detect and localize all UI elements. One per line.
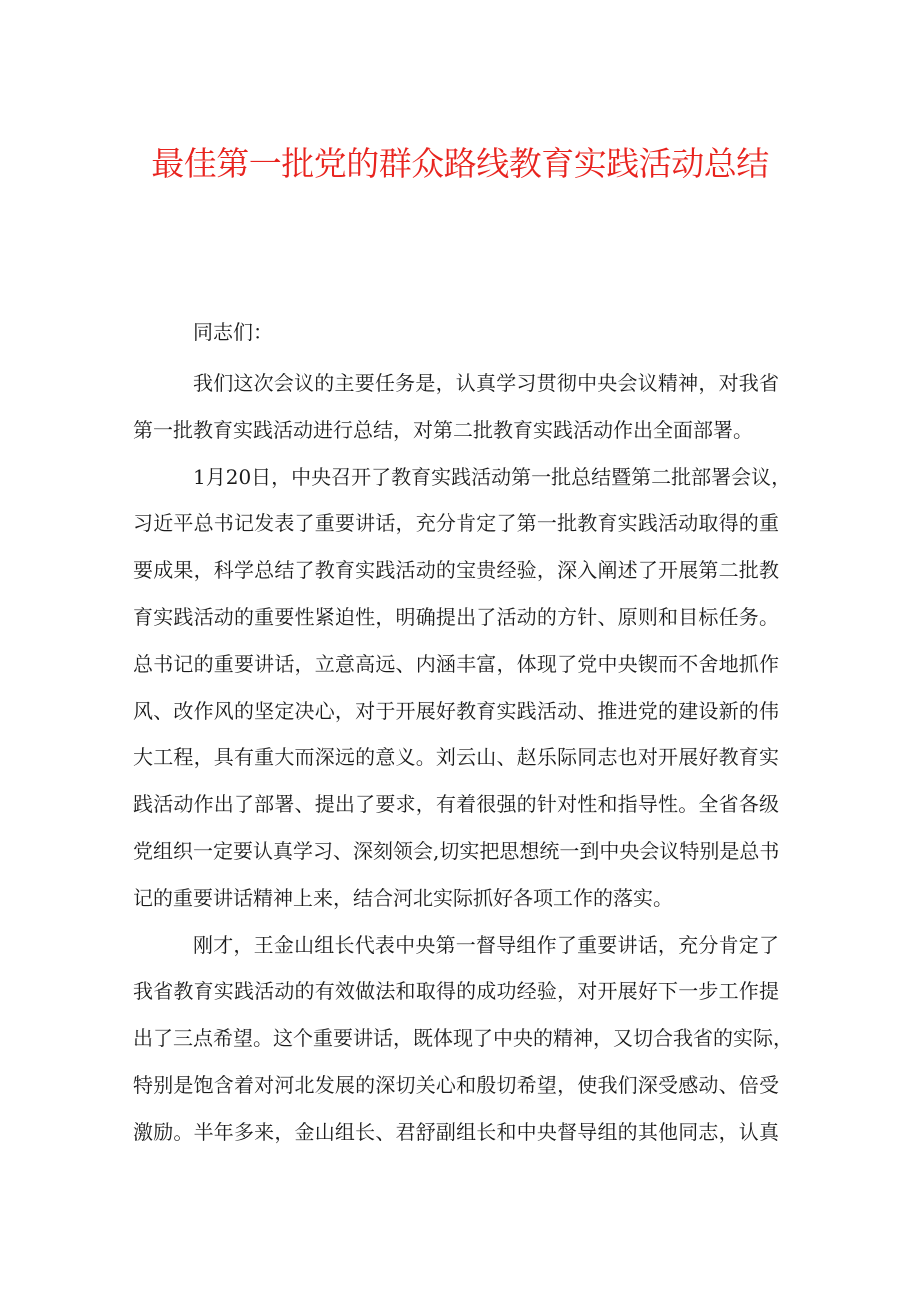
- paragraph-1: [133, 360, 779, 454]
- paragraph-line: 激励。半年多来，金山组长、君舒副组长和中央督导组的其他同志，认真: [133, 1119, 779, 1144]
- paragraph-line: 我省教育实践活动的有效做法和取得的成功经验，对开展好下一步工作提: [133, 979, 779, 1004]
- paragraph-line: 大工程，具有重大而深远的意义。刘云山、赵乐际同志也对开展好教育实: [133, 745, 779, 770]
- paragraph-line: 我们这次会议的主要任务是，认真学习贯彻中央会议精神，对我省: [193, 371, 779, 395]
- paragraph-line: 1月20日，中央召开了教育实践活动第一批总结暨第二批部署会议，: [193, 464, 792, 489]
- paragraph-line: 要成果，科学总结了教育实践活动的宝贵经验，深入阐述了开展第二批教: [133, 558, 779, 583]
- paragraph-line: 特别是饱含着对河北发展的深切关心和殷切希望，使我们深受感动、倍受: [133, 1072, 779, 1097]
- paragraph-line: 出了三点希望。这个重要讲话，既体现了中央的精神，又切合我省的实际，: [133, 1026, 793, 1051]
- document-title: 最佳第一批党的群众路线教育实践活动总结: [151, 144, 769, 183]
- paragraph-line: 党组织一定要认真学习、深刻领会,切实把思想统一到中央会议特别是总书: [133, 838, 780, 863]
- paragraph-line: 总书记的重要讲话，立意高远、内涵丰富，体现了党中央锲而不舍地抓作: [133, 651, 779, 676]
- paragraph-line: 第一批教育实践活动进行总结，对第二批教育实践活动作出全面部署。: [133, 417, 753, 442]
- paragraph-line: 育实践活动的重要性紧迫性，明确提出了活动的方针、原则和目标任务。: [133, 604, 779, 629]
- greeting: 同志们：: [193, 320, 273, 344]
- paragraph-line: 习近平总书记发表了重要讲话，充分肯定了第一批教育实践活动取得的重: [133, 511, 779, 536]
- paragraph-2: [133, 454, 792, 922]
- paragraph-line: 刚才，王金山组长代表中央第一督导组作了重要讲话，充分肯定了: [193, 932, 779, 957]
- paragraph-3: [133, 922, 793, 1156]
- document-body: [133, 304, 793, 1156]
- paragraph-line: 记的重要讲话精神上来，结合河北实际抓好各项工作的落实。: [133, 885, 673, 910]
- paragraph-line: 践活动作出了部署、提出了要求，有着很强的针对性和指导性。全省各级: [133, 792, 779, 817]
- paragraph-line: 风、改作风的坚定决心，对于开展好教育实践活动、推进党的建设新的伟: [133, 698, 779, 723]
